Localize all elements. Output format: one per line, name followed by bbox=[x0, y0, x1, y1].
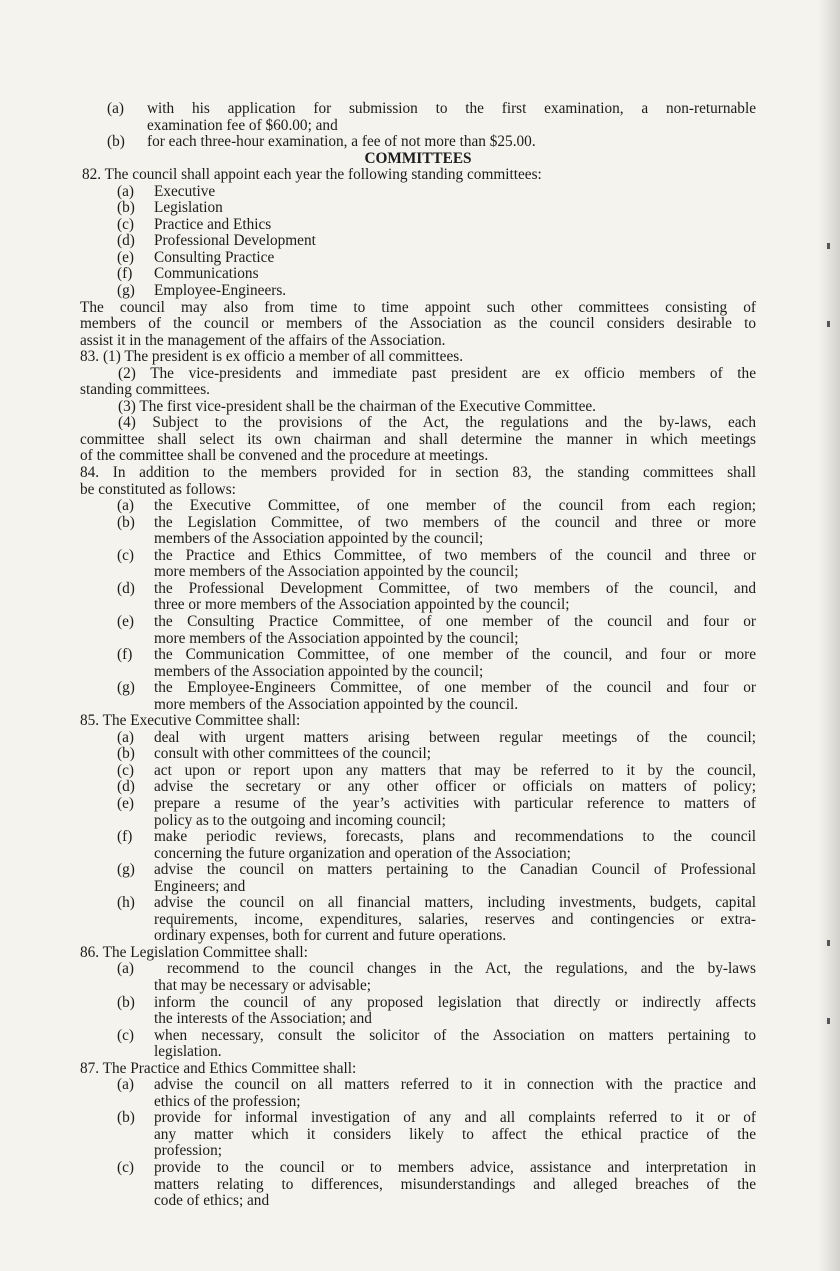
item-label: (d) bbox=[117, 579, 135, 597]
item-text: advise the council on all financial matters, including investments, budgets, capital bbox=[154, 894, 756, 912]
item-text: more members of the Association appointed by the council. bbox=[154, 695, 519, 713]
item-text: legislation. bbox=[154, 1043, 222, 1061]
item-text: provide for informal investigation of any and all complaints referred to it or of bbox=[154, 1109, 756, 1127]
list-item bbox=[80, 283, 756, 300]
list-item bbox=[80, 829, 756, 846]
item-label: (a) bbox=[117, 960, 134, 978]
page-edge-shadow bbox=[818, 0, 840, 1271]
paragraph-line: members of the council or members of the Association as the council considers desirable to bbox=[80, 315, 756, 333]
list-item bbox=[80, 184, 756, 201]
subsection-line: 83. (1) The president is ex officio a member of all committees. bbox=[80, 348, 464, 366]
section-82-intro: 82. The council shall appoint each year the following standing committees: bbox=[82, 166, 542, 184]
subsection-line: (4) Subject to the provisions of the Act, the regulations and the by-laws, each bbox=[118, 414, 756, 432]
item-label: (f) bbox=[117, 646, 133, 664]
item-text: the Executive Committee, of one member of the council from each region; bbox=[154, 497, 756, 515]
item-text: advise the council on all matters referred to it in connection with the practice and bbox=[154, 1076, 756, 1094]
item-label: (e) bbox=[117, 794, 134, 812]
item-text: ordinary expenses, both for current and future operations. bbox=[154, 927, 507, 945]
list-item bbox=[80, 647, 756, 664]
item-text: with his application for submission to the first examination, a non-returnable bbox=[147, 100, 756, 117]
document-body bbox=[80, 101, 756, 1210]
item-text: more members of the Association appointed by the council; bbox=[154, 563, 519, 581]
list-item bbox=[80, 217, 756, 234]
edge-mark bbox=[827, 321, 830, 327]
subsection-line: committee shall select its own chairman and shall determine the manner in which meetings bbox=[80, 430, 756, 448]
item-text: the Employee-Engineers Committee, of one member of the council and four or bbox=[154, 679, 756, 697]
list-item bbox=[80, 895, 756, 912]
list-item bbox=[80, 763, 756, 780]
item-text: concerning the future organization and operation of the Association; bbox=[154, 844, 571, 862]
item-label: (b) bbox=[117, 745, 135, 763]
section-82-paragraph bbox=[80, 300, 756, 350]
item-label: (b) bbox=[117, 199, 135, 217]
item-text: recommend to the council changes in the Act, the regulations, and the by-laws bbox=[154, 960, 756, 978]
item-text: members of the Association appointed by the council; bbox=[154, 662, 484, 680]
item-label: (a) bbox=[117, 728, 134, 746]
item-text: Legislation bbox=[154, 199, 223, 217]
section-85 bbox=[80, 713, 756, 945]
item-label: (c) bbox=[117, 215, 134, 233]
item-text: Engineers; and bbox=[154, 877, 246, 895]
item-text: more members of the Association appointed by the council; bbox=[154, 629, 519, 647]
paragraph-line: The council may also from time to time appoint such other committees consisting of bbox=[80, 298, 756, 316]
item-text: for each three-hour examination, a fee of not more than $25.00. bbox=[147, 133, 536, 151]
item-text: Professional Development bbox=[154, 232, 316, 250]
item-text: matters relating to differences, misunderstandings and alleged breaches of the bbox=[154, 1175, 756, 1193]
item-text: the interests of the Association; and bbox=[154, 1010, 372, 1028]
list-item bbox=[80, 1110, 756, 1127]
item-text: act upon or report upon any matters that may be referred to it by the council, bbox=[154, 761, 756, 779]
section-84-intro: be constituted as follows: bbox=[80, 480, 236, 498]
item-label: (a) bbox=[117, 497, 134, 515]
section-87 bbox=[80, 1061, 756, 1210]
subsection-line: standing committees. bbox=[80, 381, 211, 399]
item-label: (e) bbox=[117, 612, 134, 630]
item-text: any matter which it considers likely to affect the ethical practice of the bbox=[154, 1125, 756, 1143]
subsection-line: (3) The first vice-president shall be the chairman of the Executive Committee. bbox=[118, 397, 597, 415]
item-label: (c) bbox=[117, 1026, 134, 1044]
list-item bbox=[80, 1077, 756, 1094]
item-label: (f) bbox=[117, 828, 133, 846]
list-item bbox=[80, 1028, 756, 1045]
item-text: Consulting Practice bbox=[154, 248, 275, 266]
item-label: (d) bbox=[117, 778, 135, 796]
item-label: (a) bbox=[117, 1076, 134, 1094]
item-text: the Legislation Committee, of two members of the council and three or more bbox=[154, 513, 756, 531]
item-label: (b) bbox=[117, 1109, 135, 1127]
item-label: (c) bbox=[117, 1159, 134, 1176]
item-label: (b) bbox=[117, 993, 135, 1011]
list-item bbox=[80, 581, 756, 598]
section-heading: COMMITTEES bbox=[364, 149, 472, 167]
item-text: make periodic reviews, forecasts, plans and recommendations to the council bbox=[154, 828, 756, 846]
item-label: (d) bbox=[117, 232, 135, 250]
item-label: (c) bbox=[117, 761, 134, 779]
item-label: (c) bbox=[117, 546, 134, 564]
fee-item bbox=[80, 101, 756, 134]
list-item bbox=[80, 614, 756, 631]
list-item bbox=[80, 233, 756, 250]
list-item bbox=[80, 730, 756, 747]
section-86 bbox=[80, 945, 756, 1061]
edge-mark bbox=[827, 1018, 830, 1024]
item-text: prepare a resume of the year’s activities with particular reference to matters of bbox=[154, 794, 756, 812]
item-label: (h) bbox=[117, 894, 135, 912]
item-label: (g) bbox=[117, 861, 135, 879]
item-text: advise the secretary or any other officer or officials on matters of policy; bbox=[154, 778, 756, 796]
item-text: provide to the council or to members advice, assistance and interpretation in bbox=[154, 1159, 756, 1176]
section-83 bbox=[80, 349, 756, 465]
item-text: requirements, income, expenditures, salaries, reserves and contingencies or extra- bbox=[154, 910, 756, 928]
item-text: the Consulting Practice Committee, of one member of the council and four or bbox=[154, 612, 756, 630]
item-text: policy as to the outgoing and incoming council; bbox=[154, 811, 446, 829]
edge-mark bbox=[827, 940, 830, 946]
list-item bbox=[80, 995, 756, 1012]
item-text: examination fee of $60.00; and bbox=[147, 116, 338, 134]
item-text: advise the council on matters pertaining to the Canadian Council of Professional bbox=[154, 861, 756, 879]
item-text: that may be necessary or advisable; bbox=[154, 976, 372, 994]
item-text: when necessary, consult the solicitor of the Association on matters pertaining to bbox=[154, 1026, 756, 1044]
item-label: (g) bbox=[117, 282, 135, 300]
list-item bbox=[80, 746, 756, 763]
section-86-intro: 86. The Legislation Committee shall: bbox=[80, 943, 308, 961]
section-82-list bbox=[80, 184, 756, 300]
list-item bbox=[80, 498, 756, 515]
list-item bbox=[80, 680, 756, 697]
item-text: the Practice and Ethics Committee, of two members of the council and three or bbox=[154, 546, 756, 564]
section-85-intro: 85. The Executive Committee shall: bbox=[80, 712, 301, 730]
section-84-intro: 84. In addition to the members provided for in section 83, the standing committees shall bbox=[80, 464, 756, 482]
item-label: (b) bbox=[107, 133, 125, 151]
list-item bbox=[80, 250, 756, 267]
item-text: profession; bbox=[154, 1142, 222, 1160]
list-item bbox=[80, 961, 756, 978]
paragraph-line: assist it in the management of the affairs of the Association. bbox=[80, 331, 446, 349]
section-84 bbox=[80, 465, 756, 713]
list-item bbox=[80, 548, 756, 565]
item-text: deal with urgent matters arising between regular meetings of the council; bbox=[154, 728, 756, 746]
list-item bbox=[80, 266, 756, 283]
item-label: (a) bbox=[117, 182, 134, 200]
item-text: ethics of the profession; bbox=[154, 1092, 301, 1110]
item-label: (g) bbox=[117, 679, 135, 697]
list-item bbox=[80, 1160, 756, 1177]
list-item bbox=[80, 200, 756, 217]
item-text: Employee-Engineers. bbox=[154, 282, 287, 300]
item-label: (b) bbox=[117, 513, 135, 531]
item-text: Executive bbox=[154, 182, 216, 200]
item-text: the Professional Development Committee, of two members of the council, and bbox=[154, 579, 756, 597]
fee-item bbox=[80, 134, 756, 151]
subsection-line: (2) The vice-presidents and immediate past president are ex officio members of the bbox=[118, 364, 756, 382]
item-text: the Communication Committee, of one member of the council, and four or more bbox=[154, 646, 756, 664]
item-text: members of the Association appointed by the council; bbox=[154, 530, 484, 548]
subsection-line: of the committee shall be convened and the procedure at meetings. bbox=[80, 447, 489, 465]
item-label: (e) bbox=[117, 248, 134, 266]
item-text: consult with other committees of the council; bbox=[154, 745, 431, 763]
item-text: Practice and Ethics bbox=[154, 215, 272, 233]
item-label: (f) bbox=[117, 265, 133, 283]
section-87-intro: 87. The Practice and Ethics Committee shall: bbox=[80, 1059, 357, 1077]
edge-mark bbox=[827, 243, 830, 249]
list-item bbox=[80, 796, 756, 813]
item-text: three or more members of the Association appointed by the council; bbox=[154, 596, 570, 614]
list-item bbox=[80, 862, 756, 879]
item-text: inform the council of any proposed legislation that directly or indirectly affects bbox=[154, 993, 756, 1011]
item-text: Communications bbox=[154, 265, 259, 283]
item-text: code of ethics; and bbox=[154, 1192, 270, 1210]
list-item bbox=[80, 779, 756, 796]
item-label: (a) bbox=[107, 100, 124, 117]
list-item bbox=[80, 515, 756, 532]
